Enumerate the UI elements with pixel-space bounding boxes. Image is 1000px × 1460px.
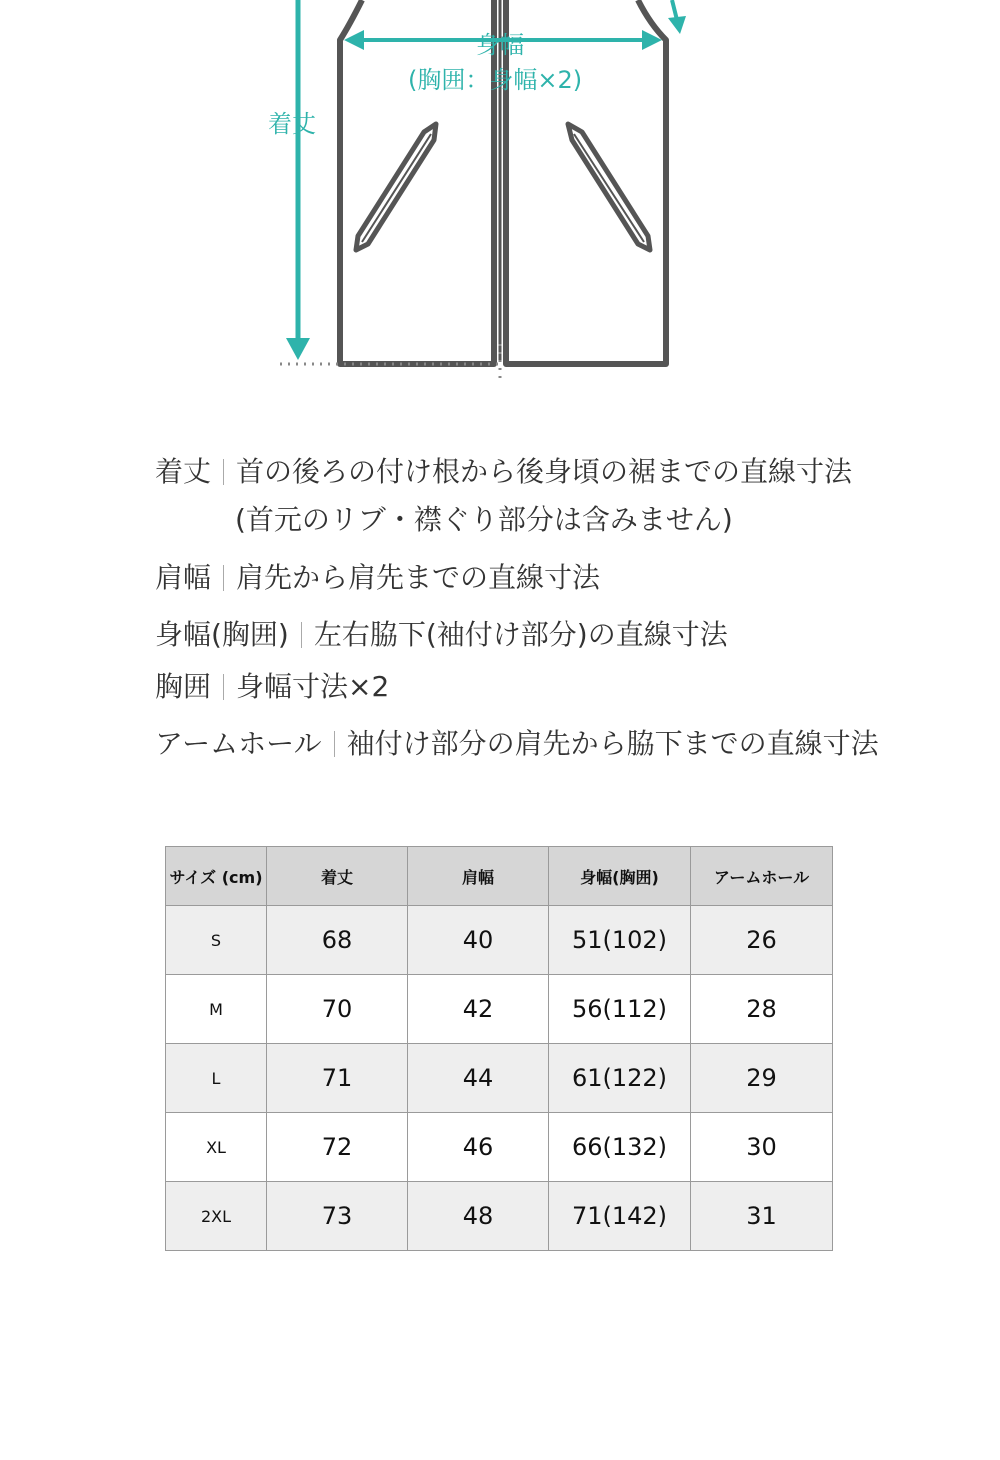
definition-term: 胸囲 bbox=[155, 670, 212, 703]
table-cell: 71 bbox=[267, 1044, 408, 1113]
vest-left-panel bbox=[340, 0, 494, 364]
table-cell-size: 2XL bbox=[166, 1182, 267, 1251]
table-cell: 68 bbox=[267, 906, 408, 975]
table-row bbox=[166, 906, 833, 975]
table-cell: 48 bbox=[408, 1182, 549, 1251]
table-cell: 44 bbox=[408, 1044, 549, 1113]
table-cell-size: M bbox=[166, 975, 267, 1044]
table-cell: 42 bbox=[408, 975, 549, 1044]
definition-chest bbox=[155, 665, 389, 705]
table-cell: 51(102) bbox=[549, 906, 691, 975]
definition-desc: 首の後ろの付け根から後身頃の裾までの直線寸法 bbox=[236, 455, 853, 488]
armhole-arrow bbox=[668, 0, 686, 34]
table-cell-size: L bbox=[166, 1044, 267, 1113]
table-row bbox=[166, 1044, 833, 1113]
table-cell: 46 bbox=[408, 1113, 549, 1182]
pocket-left bbox=[356, 124, 436, 250]
vest-right-panel bbox=[506, 0, 666, 364]
table-cell: 71(142) bbox=[549, 1182, 691, 1251]
table-cell-size: S bbox=[166, 906, 267, 975]
definition-desc: 身幅寸法×2 bbox=[236, 670, 390, 703]
definition-armhole bbox=[155, 722, 879, 762]
width-sub-label: (胸囲：身幅×2) bbox=[408, 66, 583, 94]
separator bbox=[223, 565, 224, 591]
table-cell: 31 bbox=[691, 1182, 833, 1251]
table-cell: 56(112) bbox=[549, 975, 691, 1044]
table-cell: 28 bbox=[691, 975, 833, 1044]
separator bbox=[301, 622, 302, 648]
table-header-row bbox=[166, 847, 833, 906]
length-label: 着丈 bbox=[268, 110, 316, 138]
width-label: 身幅 bbox=[476, 31, 524, 59]
definition-desc: 袖付け部分の肩先から脇下までの直線寸法 bbox=[346, 727, 879, 760]
table-cell: 73 bbox=[267, 1182, 408, 1251]
definition-length-note: (首元のリブ・襟ぐり部分は含みません) bbox=[235, 503, 733, 536]
length-arrow bbox=[286, 0, 310, 360]
header-size: サイズ (cm) bbox=[166, 847, 267, 906]
table-cell: 66(132) bbox=[549, 1113, 691, 1182]
table-row bbox=[166, 1113, 833, 1182]
definition-body-width bbox=[155, 613, 728, 653]
table-cell: 30 bbox=[691, 1113, 833, 1182]
separator bbox=[223, 674, 224, 700]
table-cell: 72 bbox=[267, 1113, 408, 1182]
table-cell: 26 bbox=[691, 906, 833, 975]
definition-desc: 肩先から肩先までの直線寸法 bbox=[236, 561, 601, 594]
separator bbox=[223, 459, 224, 485]
separator bbox=[334, 731, 335, 757]
table-cell: 61(122) bbox=[549, 1044, 691, 1113]
header-body-width: 身幅(胸囲) bbox=[549, 847, 691, 906]
table-cell: 40 bbox=[408, 906, 549, 975]
table-row bbox=[166, 975, 833, 1044]
definition-term: 着丈 bbox=[155, 455, 212, 488]
pocket-right bbox=[568, 124, 650, 250]
definition-term: 身幅(胸囲) bbox=[155, 618, 289, 651]
size-chart-table bbox=[165, 846, 833, 1251]
header-length: 着丈 bbox=[267, 847, 408, 906]
definition-term: アームホール bbox=[155, 727, 322, 760]
header-shoulder: 肩幅 bbox=[408, 847, 549, 906]
definition-length bbox=[155, 450, 852, 490]
table-cell-size: XL bbox=[166, 1113, 267, 1182]
table-row bbox=[166, 1182, 833, 1251]
table-cell: 29 bbox=[691, 1044, 833, 1113]
definition-desc: 左右脇下(袖付け部分)の直線寸法 bbox=[313, 618, 728, 651]
header-armhole: アームホール bbox=[691, 847, 833, 906]
table-cell: 70 bbox=[267, 975, 408, 1044]
definition-term: 肩幅 bbox=[155, 561, 212, 594]
definition-shoulder bbox=[155, 556, 600, 596]
